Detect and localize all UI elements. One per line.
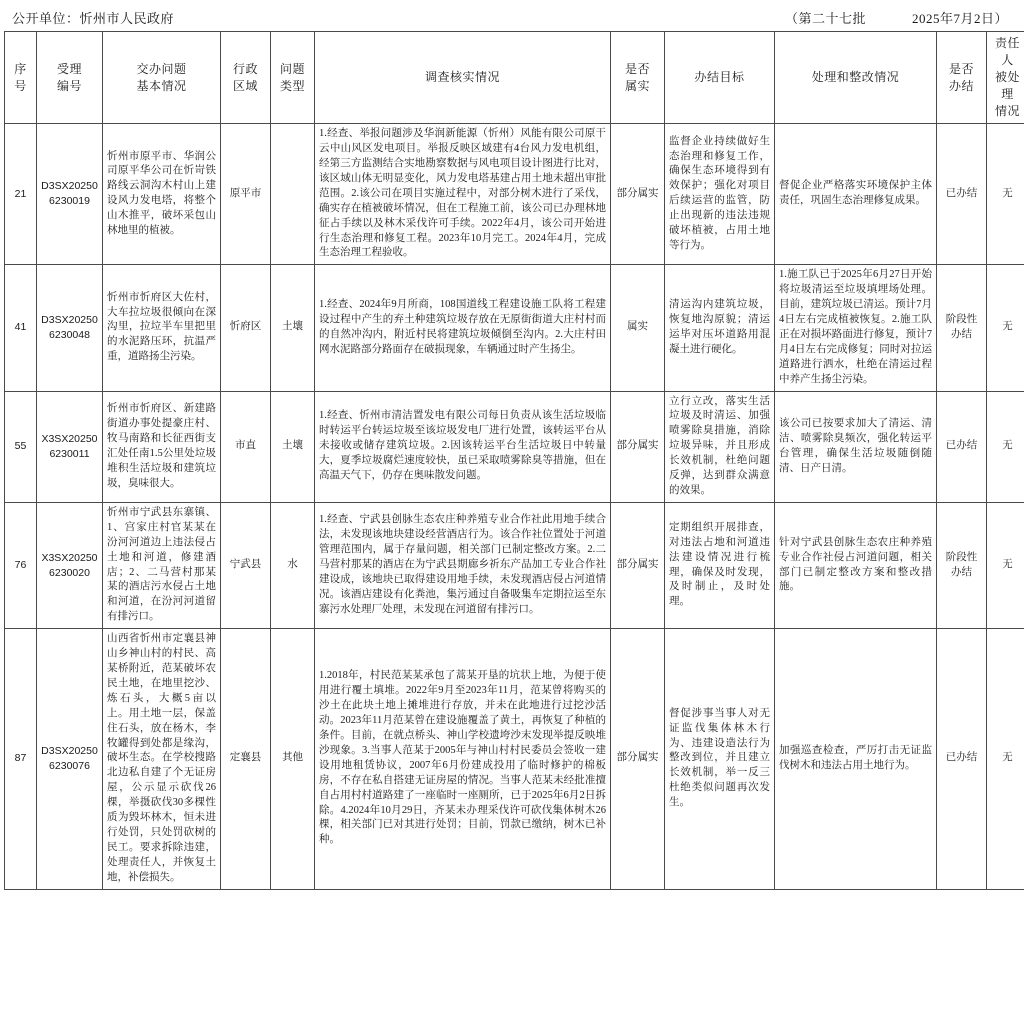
cell-type: 水 [271, 502, 315, 628]
cell-handle: 1.施工队已于2025年6月27日开始将垃圾清运至垃圾填埋场处理。目前，建筑垃圾已清运。预计7月4日左右完成植被恢复。2.施工队正在对损坏路面进行修复，预计7月4日左右完成修复；同时对拉运道路进行洒水，杜绝在清运过程中养产生扬尘污染。 [775, 265, 937, 391]
document-header [4, 6, 1020, 31]
cell-problem: 忻州市原平市、华润公司原平华公司在忻岢铁路线云洞沟木村山上建设风力发电塔，将整个山木推平，破坏采包山林地里的植被。 [103, 124, 221, 265]
cell-type: 土壤 [271, 265, 315, 391]
cell-region: 宁武县 [221, 502, 271, 628]
batch-number: （第二十七批 [784, 11, 866, 26]
publish-date: 2025年7月2日） [911, 11, 1008, 26]
cell-target: 定期组织开展排查，对违法占地和河道违法建设情况进行梳理，确保及时发现，及时制止，及时处理。 [665, 502, 775, 628]
cell-handle: 该公司已按要求加大了清运、清洁、喷雾除臭频次，强化转运平台管理，确保生活垃圾随倒随清、日产日清。 [775, 391, 937, 502]
cell-person: 无 [987, 265, 1024, 391]
cell-survey: 1.经查、举报问题涉及华润新能源（忻州）风能有限公司原干云中山风区发电项目。举报反映区域建有4台风力发电机组，经第三方监测结合实地勘察数据与风电项目设计图进行比对，该区域山体无明显变化，风力发电塔基建占用土地未超出审批范围。2.该公司在项目实施过程中，对部分树木进行了采伐，确实存在植被破坏情况，但在工程施工前，该公司已办理林地征占手续以及林木采伐许可手续。2022年4月，该公司开始进行生态治理和修复工程。2023年10月完工。2024年4月，完成生态治理工程验收。 [315, 124, 611, 265]
cell-person: 无 [987, 502, 1024, 628]
cell-target: 监督企业持续做好生态治理和修复工作，确保生态环境得到有效保护；强化对项目后续运营的监管，防止出现新的违法违规破坏植被，占用土地等行为。 [665, 124, 775, 265]
table-row [5, 124, 1024, 265]
cell-target: 督促涉事当事人对无证监伐集体林木行为、违建设造法行为整改到位，并且建立长效机制，举一反三杜绝类似问题再次发生。 [665, 629, 775, 889]
cell-seq: 55 [5, 391, 37, 502]
column-header-seq: 序 号 [5, 32, 37, 124]
cell-type: 土壤 [271, 391, 315, 502]
cell-code: D3SX20250 6230019 [37, 124, 103, 265]
header-right-group [785, 8, 1014, 27]
cell-code: D3SX20250 6230048 [37, 265, 103, 391]
table-row [5, 502, 1024, 628]
cell-problem: 山西省忻州市定襄县神山乡神山村的村民、高某桥附近，范某破坏农民土地，在地里挖沙、炼石头，大概5亩以上。用土地一层，保盖住石头，放在杨木，李牧罐得到处都是缘沟，破坏生态。在学校搜路北边私自建了个无证房屋，公示显示砍伐26棵，举摄砍伐30多棵性质为毁坏林木，恒未进行处罚，只处罚砍树的民工。要求拆除违建，处理责任人，并恢复土地，补偿损失。 [103, 629, 221, 889]
cell-seq: 87 [5, 629, 37, 889]
column-header-region: 行政 区域 [221, 32, 271, 124]
column-header-type: 问题 类型 [271, 32, 315, 124]
cell-seq: 21 [5, 124, 37, 265]
column-header-target: 办结目标 [665, 32, 775, 124]
cell-type [271, 124, 315, 265]
column-header-person: 责任人 被处理 情况 [987, 32, 1024, 124]
cell-handle: 加强巡查检查，严厉打击无证监伐树木和违法占用土地行为。 [775, 629, 937, 889]
table-body [5, 124, 1024, 889]
cell-belong: 部分属实 [611, 629, 665, 889]
column-header-code: 受理 编号 [37, 32, 103, 124]
table-row [5, 629, 1024, 889]
cell-survey: 1.经查、2024年9月所商，108国道线工程建设施工队将工程建设过程中产生的弃土种建筑垃圾存放在无原街街道大庄村村而的自然冲沟内，附近村民将建筑垃圾倾倒至沟内。2.大庄村田网水泥路部分路面存在破损现象，车辆通过时产生扬尘。 [315, 265, 611, 391]
cases-table [4, 31, 1024, 890]
cell-survey: 1.经查、忻州市清洁置发电有限公司每日负责从该生活垃圾临时转运平台转运垃圾至该垃圾发电厂进行处置，该转运平台从未接收或储存建筑垃圾。2.因该转运平台生活垃圾日中转量大，夏季垃圾腐烂速度较快，虽已采取喷雾除臭等措施，但在高温天气下，仍存在奥味散发问题。 [315, 391, 611, 502]
column-header-problem: 交办问题 基本情况 [103, 32, 221, 124]
cell-problem: 忻州市忻府区、新建路街道办事处提豪庄村、牧马南路和长征西街支汇处任南1.5公里处垃圾堆积生活垃圾和建筑垃圾，臭味很大。 [103, 391, 221, 502]
cell-target: 清运沟内建筑垃圾，恢复地沟原貌；清运运毕对压坏道路用混凝土进行硬化。 [665, 265, 775, 391]
column-header-survey: 调查核实情况 [315, 32, 611, 124]
cell-belong: 部分属实 [611, 391, 665, 502]
cell-problem: 忻州市宁武县东寨镇、1、宫家庄村官某某在汾河河道边上违法侵占土地和河道，修建酒店；2、二马营村那某某的酒店污水侵占土地和河道，在汾河河道留有排污口。 [103, 502, 221, 628]
cell-target: 立行立改，落实生活垃圾及时清运、加强喷雾除臭措施，消除垃圾异味，并且形成长效机制，杜绝问题反弹，达到群众满意的效果。 [665, 391, 775, 502]
cell-done: 已办结 [937, 124, 987, 265]
cell-belong: 部分属实 [611, 124, 665, 265]
cell-handle: 针对宁武县创脉生态农庄种养殖专业合作社侵占河道问题，相关部门已制定整改方案和整改措施。 [775, 502, 937, 628]
cell-code: D3SX20250 6230076 [37, 629, 103, 889]
cell-person: 无 [987, 124, 1024, 265]
cell-region: 定襄县 [221, 629, 271, 889]
cell-region: 忻府区 [221, 265, 271, 391]
cell-survey: 1.2018年，村民范某某承包了蒿某开垦的坑状上地，为便于使用进行覆土填堆。2022年9月至2023年11月，范某曾将购买的沙土在此块土地上摊堆进行存放，并未在此地进行过挖沙活动。2023年11月范某曾在建设施覆盖了黄土，再恢复了种植的条件。目前，在就点桥头、神山学校遗垮沙末发现举提反映堆沙现象。3.当事人范某于2005年与神山村村民委员会签收一建设用地租赁协议，2007年6月份建成投用了临时修护的棉板房，不存在私自搭建无证房屋的情况。当事人范某未经批准擅自占用村村道路建了一座临时一座厕所，已于2025年6月2日拆除。4.2024年10月29日，齐某未办理采伐许可砍伐集体树木26棵，相关部门已对其进行处罚；目前，罚款已缴纳，树木已补种。 [315, 629, 611, 889]
cell-type: 其他 [271, 629, 315, 889]
cell-belong: 属实 [611, 265, 665, 391]
cell-survey: 1.经查、宁武县创脉生态农庄种养殖专业合作社此用地手续合法，未发现该地块建设经营酒店行为。该合作社位置处于河道管理范围内，属于存量问题，相关部门已制定整改方案。2.二马营村那某的酒店在为宁武县期廊乡祈东产品加工专业合作社建设成，该地块已取得建设用地手续，未发现酒店侵占河道情况。该酒店建设有化粪池，集污通过自备吸集车定期拉运至东寨污水处理厂处理，未发现在河道留有排污口。 [315, 502, 611, 628]
table-row [5, 265, 1024, 391]
cell-code: X3SX20250 6230020 [37, 502, 103, 628]
publishing-org: 公开单位：忻州市人民政府 [12, 11, 175, 26]
cell-belong: 部分属实 [611, 502, 665, 628]
cell-region: 市直 [221, 391, 271, 502]
table-header-row [5, 32, 1024, 124]
cell-person: 无 [987, 391, 1024, 502]
cell-seq: 76 [5, 502, 37, 628]
cell-problem: 忻州市忻府区大佐村，大车拉垃圾很倾向在深沟里，拉垃半车里把里的水泥路压环，抗温严重，道路扬尘污染。 [103, 265, 221, 391]
cell-done: 已办结 [937, 391, 987, 502]
cell-code: X3SX20250 6230011 [37, 391, 103, 502]
column-header-handle: 处理和整改情况 [775, 32, 937, 124]
cell-done: 已办结 [937, 629, 987, 889]
cell-person: 无 [987, 629, 1024, 889]
column-header-done: 是否 办结 [937, 32, 987, 124]
cell-region: 原平市 [221, 124, 271, 265]
cell-seq: 41 [5, 265, 37, 391]
cell-done: 阶段性办结 [937, 265, 987, 391]
cell-done: 阶段性办结 [937, 502, 987, 628]
cell-handle: 督促企业严格落实环境保护主体责任，巩固生态治理修复成果。 [775, 124, 937, 265]
table-row [5, 391, 1024, 502]
column-header-belong: 是否 属实 [611, 32, 665, 124]
